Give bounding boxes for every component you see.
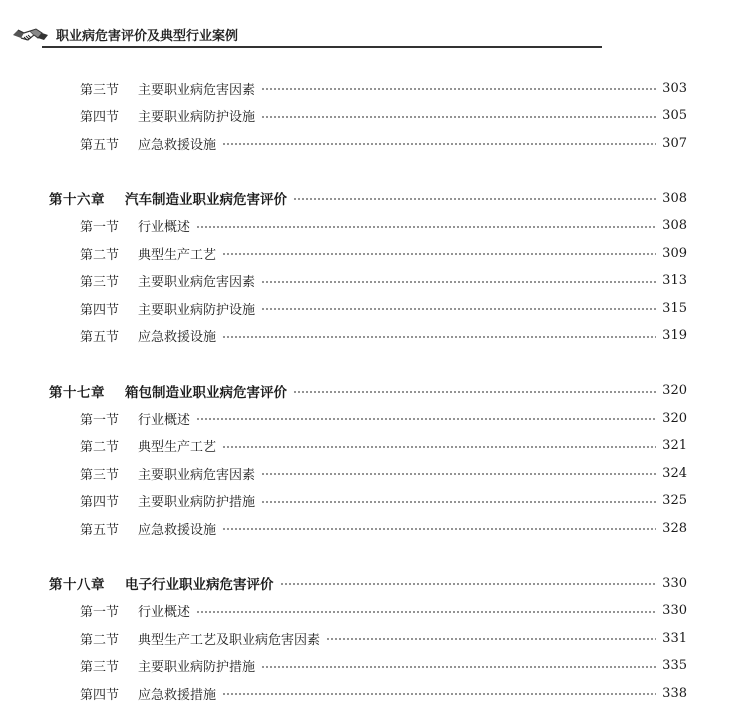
dot-leader bbox=[222, 336, 656, 338]
section-title: 主要职业病危害因素 bbox=[138, 275, 256, 290]
toc-section-row[interactable] bbox=[80, 601, 687, 621]
section-title: 主要职业病防护设施 bbox=[138, 110, 256, 125]
dot-leader bbox=[196, 226, 656, 228]
chapter-number: 第十七章 bbox=[49, 384, 105, 401]
dot-leader bbox=[261, 281, 656, 283]
dot-leader bbox=[293, 198, 656, 200]
page-number: 330 bbox=[662, 603, 687, 618]
page-number: 320 bbox=[662, 383, 687, 398]
toc-section-row[interactable] bbox=[80, 491, 687, 511]
toc-section-row[interactable] bbox=[80, 78, 687, 98]
section-number: 第一节 bbox=[80, 412, 120, 428]
toc-section-row[interactable] bbox=[80, 133, 687, 153]
book-title: 职业病危害评价及典型行业案例 bbox=[56, 29, 239, 44]
toc-section-row[interactable] bbox=[80, 326, 687, 346]
chapter-title: 电子行业职业病危害评价 bbox=[125, 577, 274, 593]
dot-leader bbox=[326, 638, 656, 640]
dot-leader bbox=[261, 666, 656, 668]
toc-section-row[interactable] bbox=[80, 436, 687, 456]
section-title: 主要职业病防护设施 bbox=[138, 302, 256, 318]
page-number: 308 bbox=[662, 190, 687, 206]
chapter-number: 第十六章 bbox=[49, 192, 105, 208]
section-number: 第三节 bbox=[80, 467, 120, 483]
toc-section-row[interactable] bbox=[80, 216, 687, 236]
section-title: 应急救援设施 bbox=[138, 137, 217, 153]
page-number: 338 bbox=[662, 685, 687, 701]
chapter-number: 第十八章 bbox=[49, 577, 105, 593]
section-title: 主要职业病危害因素 bbox=[138, 82, 256, 98]
toc-section-row[interactable] bbox=[80, 628, 687, 648]
section-number: 第四节 bbox=[80, 110, 120, 125]
page-number: 303 bbox=[662, 80, 687, 96]
page-number: 319 bbox=[662, 328, 687, 343]
page-number: 305 bbox=[662, 108, 687, 123]
toc-chapter-row[interactable] bbox=[49, 188, 687, 208]
section-title: 主要职业病防护措施 bbox=[138, 660, 256, 675]
section-title: 应急救援措施 bbox=[138, 687, 217, 703]
section-number: 第五节 bbox=[80, 137, 120, 153]
section-number: 第五节 bbox=[80, 522, 120, 538]
dot-leader bbox=[261, 308, 656, 310]
dot-leader bbox=[261, 501, 656, 503]
section-number: 第二节 bbox=[80, 247, 120, 263]
toc-section-row[interactable] bbox=[80, 243, 687, 263]
dot-leader bbox=[222, 446, 656, 448]
section-number: 第三节 bbox=[80, 660, 120, 675]
dot-leader bbox=[261, 116, 656, 118]
toc-section-row[interactable] bbox=[80, 271, 687, 291]
page-number: 307 bbox=[662, 135, 687, 151]
section-number: 第二节 bbox=[80, 632, 120, 648]
dot-leader bbox=[261, 473, 656, 475]
page-number: 335 bbox=[662, 658, 687, 673]
dot-leader bbox=[222, 143, 656, 145]
section-number: 第四节 bbox=[80, 302, 120, 318]
section-title: 行业概述 bbox=[138, 220, 191, 235]
page-number: 324 bbox=[662, 465, 687, 481]
dot-leader bbox=[222, 253, 656, 255]
page-number: 325 bbox=[662, 493, 687, 508]
page-number: 313 bbox=[662, 273, 687, 288]
toc-section-row[interactable] bbox=[80, 683, 687, 703]
chapter-title: 箱包制造业职业病危害评价 bbox=[125, 384, 287, 401]
section-title: 主要职业病防护措施 bbox=[138, 495, 256, 510]
section-title: 行业概述 bbox=[138, 605, 191, 620]
section-title: 应急救援设施 bbox=[138, 330, 217, 345]
page-number: 321 bbox=[662, 438, 687, 453]
section-number: 第五节 bbox=[80, 330, 120, 345]
toc-section-row[interactable] bbox=[80, 656, 687, 676]
section-title: 应急救援设施 bbox=[138, 522, 217, 538]
page-number: 308 bbox=[662, 218, 687, 233]
toc-chapter-row[interactable] bbox=[49, 573, 687, 593]
section-number: 第一节 bbox=[80, 605, 120, 620]
dot-leader bbox=[280, 583, 657, 585]
dot-leader bbox=[196, 611, 656, 613]
dot-leader bbox=[261, 88, 656, 90]
toc-section-row[interactable] bbox=[80, 298, 687, 318]
section-number: 第三节 bbox=[80, 275, 120, 290]
dot-leader bbox=[293, 391, 656, 393]
section-title: 典型生产工艺及职业病危害因素 bbox=[138, 632, 321, 648]
toc-section-row[interactable] bbox=[80, 408, 687, 428]
page-number: 330 bbox=[662, 575, 687, 591]
chapter-title: 汽车制造业职业病危害评价 bbox=[125, 192, 287, 208]
section-number: 第四节 bbox=[80, 495, 120, 510]
toc-section-row[interactable] bbox=[80, 518, 687, 538]
page-number: 315 bbox=[662, 300, 687, 316]
section-title: 典型生产工艺 bbox=[138, 247, 217, 263]
toc-section-row[interactable] bbox=[80, 463, 687, 483]
section-number: 第二节 bbox=[80, 440, 120, 455]
toc-chapter-row[interactable] bbox=[49, 381, 687, 401]
section-title: 典型生产工艺 bbox=[138, 440, 217, 455]
dot-leader bbox=[196, 418, 656, 420]
toc-section-row[interactable] bbox=[80, 106, 687, 126]
section-title: 主要职业病危害因素 bbox=[138, 467, 256, 483]
section-number: 第四节 bbox=[80, 687, 120, 703]
section-number: 第一节 bbox=[80, 220, 120, 235]
dot-leader bbox=[222, 528, 656, 530]
page-number: 320 bbox=[662, 410, 687, 426]
page-number: 331 bbox=[662, 630, 687, 646]
section-number: 第三节 bbox=[80, 82, 120, 98]
page-number: 328 bbox=[662, 520, 687, 536]
page-number: 309 bbox=[662, 245, 687, 261]
section-title: 行业概述 bbox=[138, 412, 191, 428]
dot-leader bbox=[222, 693, 656, 695]
